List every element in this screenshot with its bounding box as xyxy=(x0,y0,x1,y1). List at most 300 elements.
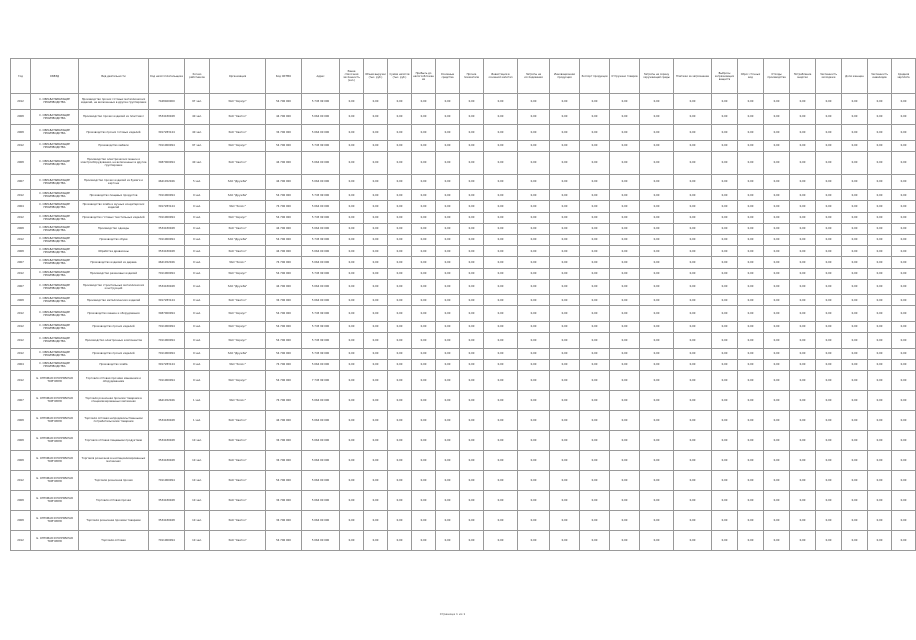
column-header: Доля женщин xyxy=(842,59,868,94)
table-cell: 0,00 xyxy=(412,359,436,370)
table-cell: 54 706 000 xyxy=(266,306,302,322)
table-cell: 44 706 000 xyxy=(266,223,302,234)
table-cell: 0,00 xyxy=(764,279,790,295)
table-cell: 0,00 xyxy=(712,410,738,430)
table-cell: 0,00 xyxy=(640,109,674,125)
table-cell: 0,00 xyxy=(436,140,460,151)
table-cell: 0,00 xyxy=(436,359,460,370)
table-cell: 0,00 xyxy=(388,279,412,295)
table-cell: 0,00 xyxy=(816,490,842,510)
table-cell: 5 745 99 000 xyxy=(302,190,340,201)
table-cell: Производство пищевых продуктов xyxy=(79,190,149,201)
table-cell: 0,00 xyxy=(640,470,674,490)
table-cell: Производство машин и оборудования xyxy=(79,306,149,322)
table-cell: 0,00 xyxy=(484,125,518,141)
table-cell: 0,00 xyxy=(550,125,580,141)
table-cell: Торговля оптовая прочими машинами и оборудованием xyxy=(79,370,149,390)
table-cell: 7011900094 xyxy=(149,470,185,490)
table-cell: 2012 xyxy=(11,140,31,151)
table-cell: 5 064 00 000 xyxy=(302,530,340,550)
table-cell: 2007 xyxy=(11,174,31,190)
table-cell: 0,00 xyxy=(712,333,738,349)
table-cell: 0,00 xyxy=(364,234,388,245)
table-cell: 9 чел. xyxy=(185,348,210,359)
table-cell: 0,00 xyxy=(484,306,518,322)
table-cell: 0,00 xyxy=(412,94,436,110)
table-cell: 0,00 xyxy=(518,430,550,450)
table-cell: 0,00 xyxy=(436,470,460,490)
table-cell: 3534430048 xyxy=(149,450,185,470)
table-cell: 0,00 xyxy=(412,321,436,332)
table-cell: 0,00 xyxy=(436,257,460,268)
table-cell: 0,00 xyxy=(712,530,738,550)
table-cell: 10 чел. xyxy=(185,490,210,510)
table-cell: 0,00 xyxy=(610,268,640,279)
table-cell: 54 706 000 xyxy=(266,530,302,550)
table-cell: 0,00 xyxy=(460,125,484,141)
table-cell: 0,00 xyxy=(610,370,640,390)
table-cell: 9 чел. xyxy=(185,190,210,201)
table-cell: 0,00 xyxy=(388,140,412,151)
table-cell: 0,00 xyxy=(640,390,674,410)
table-cell: 0,00 xyxy=(868,140,892,151)
table-cell: 2008 xyxy=(11,109,31,125)
table-row xyxy=(11,470,916,490)
table-cell: 0,00 xyxy=(790,125,816,141)
table-cell: 0,00 xyxy=(340,109,364,125)
table-cell: 0,00 xyxy=(816,470,842,490)
table-cell: 0,00 xyxy=(388,333,412,349)
table-cell: 0,00 xyxy=(436,370,460,390)
table-cell: 0,00 xyxy=(842,190,868,201)
table-cell: 34 706 000 xyxy=(266,510,302,530)
table-cell: 5 064 00 000 xyxy=(302,450,340,470)
table-cell: 0,00 xyxy=(436,348,460,359)
table-cell: 0,00 xyxy=(892,257,916,268)
table-cell: 0,00 xyxy=(550,109,580,125)
table-cell: 0,00 xyxy=(580,510,610,530)
table-cell: С. ОБРАБАТЫВАЮЩИЕ ПРОИЗВОДСТВА xyxy=(31,268,79,279)
table-cell: 3534430048 xyxy=(149,223,185,234)
table-cell: 0,00 xyxy=(388,151,412,174)
table-cell: 0,00 xyxy=(868,279,892,295)
table-cell: 0,00 xyxy=(712,430,738,450)
table-cell: Торговля оптовая пищевыми продуктами xyxy=(79,430,149,450)
table-cell: Торговля розничная прочая xyxy=(79,470,149,490)
table-cell: 0,00 xyxy=(816,257,842,268)
table-cell: 0,00 xyxy=(610,359,640,370)
table-cell: 9 чел. xyxy=(185,359,210,370)
table-cell: 0,00 xyxy=(580,140,610,151)
table-cell: 0,00 xyxy=(364,125,388,141)
table-cell: 0,00 xyxy=(550,190,580,201)
table-cell: 0,00 xyxy=(412,470,436,490)
table-cell: 0,00 xyxy=(550,430,580,450)
table-cell: 0,00 xyxy=(484,201,518,212)
table-cell: 0,00 xyxy=(388,212,412,223)
table-cell: 0,00 xyxy=(868,510,892,530)
table-cell: 0,00 xyxy=(436,510,460,530)
table-cell: 0,00 xyxy=(580,190,610,201)
table-cell: 0,00 xyxy=(674,530,712,550)
table-cell: 4641452046 xyxy=(149,174,185,190)
table-cell: 0,00 xyxy=(460,490,484,510)
table-cell: 54 706 000 xyxy=(266,470,302,490)
table-cell: 0,00 xyxy=(892,151,916,174)
table-cell: 0,00 xyxy=(340,223,364,234)
table-cell: 54 706 000 xyxy=(266,140,302,151)
table-cell: 0,00 xyxy=(790,190,816,201)
table-cell: 0,00 xyxy=(816,140,842,151)
table-cell: 0,00 xyxy=(388,359,412,370)
table-cell: 0,00 xyxy=(892,295,916,306)
table-cell: 3534430048 xyxy=(149,410,185,430)
column-header: Кол-во работников xyxy=(185,59,210,94)
table-cell: 0,00 xyxy=(738,370,764,390)
table-cell: 0,00 xyxy=(790,151,816,174)
table-cell: 0,00 xyxy=(842,348,868,359)
table-cell: 0,00 xyxy=(610,125,640,141)
table-cell: 0,00 xyxy=(738,246,764,257)
table-cell: 0,00 xyxy=(436,223,460,234)
table-cell: 0,00 xyxy=(738,450,764,470)
table-cell: 0,00 xyxy=(868,94,892,110)
table-cell: 0,00 xyxy=(340,359,364,370)
table-cell: 0,00 xyxy=(610,212,640,223)
table-cell: 0,00 xyxy=(436,201,460,212)
table-cell: 0,00 xyxy=(412,333,436,349)
table-cell: 0,00 xyxy=(674,295,712,306)
table-cell: 0,00 xyxy=(764,246,790,257)
table-cell: 0,00 xyxy=(484,268,518,279)
table-cell: 54 706 000 xyxy=(266,268,302,279)
table-cell: 0,00 xyxy=(518,295,550,306)
table-cell: 5 064 00 000 xyxy=(302,279,340,295)
table-cell: 0,00 xyxy=(738,470,764,490)
table-cell: 0,00 xyxy=(842,470,868,490)
table-row xyxy=(11,370,916,390)
table-cell: 0,00 xyxy=(436,295,460,306)
table-cell: 0,00 xyxy=(388,390,412,410)
table-cell: Производство прочих готовых металлических изделий, не включенных в другие группировки xyxy=(79,94,149,110)
table-cell: 0,00 xyxy=(674,359,712,370)
table-cell: 0,00 xyxy=(892,223,916,234)
table-cell: 0,00 xyxy=(816,333,842,349)
table-cell: 0,00 xyxy=(460,306,484,322)
table-cell: 7011900094 xyxy=(149,530,185,550)
table-cell: 0,00 xyxy=(610,223,640,234)
table-cell: 9 чел. xyxy=(185,333,210,349)
table-cell: 0,00 xyxy=(640,212,674,223)
table-cell: 0,00 xyxy=(892,109,916,125)
table-cell: Производство хлеба xyxy=(79,359,149,370)
table-cell: 0,00 xyxy=(892,530,916,550)
table-cell: 54 706 000 xyxy=(266,212,302,223)
column-header: Экспорт продукции xyxy=(580,59,610,94)
table-cell: 0,00 xyxy=(412,201,436,212)
report-sheet xyxy=(10,58,910,551)
table-cell: 2008 xyxy=(11,295,31,306)
table-cell: 0,00 xyxy=(892,450,916,470)
table-cell: 0,00 xyxy=(364,450,388,470)
table-cell: 0,00 xyxy=(892,190,916,201)
table-cell: 0,00 xyxy=(460,151,484,174)
column-header: Отгружено товаров xyxy=(610,59,640,94)
table-cell: 0,00 xyxy=(340,470,364,490)
table-cell: 0,00 xyxy=(640,190,674,201)
table-cell: 0,00 xyxy=(764,109,790,125)
table-cell: 0,00 xyxy=(674,151,712,174)
table-cell: 0,00 xyxy=(364,295,388,306)
table-cell: 9 чел. xyxy=(185,279,210,295)
table-cell: 0,00 xyxy=(518,279,550,295)
table-cell: 0,00 xyxy=(460,295,484,306)
table-cell: С. ОБРАБАТЫВАЮЩИЕ ПРОИЗВОДСТВА xyxy=(31,125,79,141)
table-cell: 0,00 xyxy=(868,257,892,268)
header-row xyxy=(11,59,916,94)
table-cell: 0,00 xyxy=(712,94,738,110)
table-cell: 0,00 xyxy=(550,530,580,550)
table-cell: 9 чел. xyxy=(185,201,210,212)
table-cell: 0,00 xyxy=(640,450,674,470)
table-cell: 0,00 xyxy=(868,370,892,390)
table-cell: 3487000094 xyxy=(149,151,185,174)
table-cell: 0,00 xyxy=(364,321,388,332)
table-cell: 0,00 xyxy=(436,246,460,257)
table-cell: 0,00 xyxy=(640,151,674,174)
table-cell: 0,00 xyxy=(550,201,580,212)
table-cell: 0,00 xyxy=(764,430,790,450)
table-cell: 0,00 xyxy=(364,359,388,370)
table-cell: 54 706 000 xyxy=(266,234,302,245)
table-cell: 0,00 xyxy=(738,212,764,223)
table-cell: 0,00 xyxy=(412,246,436,257)
table-cell: 0,00 xyxy=(610,410,640,430)
table-row xyxy=(11,490,916,510)
table-cell: 5 745 99 000 xyxy=(302,140,340,151)
table-cell: 0,00 xyxy=(518,321,550,332)
table-cell: 0,00 xyxy=(790,490,816,510)
table-cell: 0,00 xyxy=(388,348,412,359)
table-row xyxy=(11,333,916,349)
table-cell: 0,00 xyxy=(712,257,738,268)
table-cell: 34 706 000 xyxy=(266,490,302,510)
table-cell: 0,00 xyxy=(610,151,640,174)
table-cell: 0,00 xyxy=(484,390,518,410)
table-cell: 0,00 xyxy=(816,201,842,212)
table-cell: Производство изделий из дерева xyxy=(79,257,149,268)
table-cell: 0,00 xyxy=(816,125,842,141)
table-cell: 0,00 xyxy=(790,370,816,390)
table-cell: 0,00 xyxy=(816,530,842,550)
table-cell: 0,00 xyxy=(436,450,460,470)
table-cell: 0,00 xyxy=(738,94,764,110)
table-cell: 34 706 000 xyxy=(266,295,302,306)
table-cell: 0,00 xyxy=(892,410,916,430)
table-cell: 0,00 xyxy=(436,333,460,349)
table-cell: Торговля розничная прочими товарами xyxy=(79,510,149,530)
table-cell: G. ОПТОВАЯ И РОЗНИЧНАЯ ТОРГОВЛЯ xyxy=(31,470,79,490)
table-cell: 0,00 xyxy=(640,94,674,110)
table-cell: 5 064 00 000 xyxy=(302,430,340,450)
column-header: Год xyxy=(11,59,31,94)
table-cell: 0,00 xyxy=(580,212,610,223)
table-cell: 0,00 xyxy=(712,212,738,223)
table-cell: 0,00 xyxy=(868,174,892,190)
table-cell: 0,00 xyxy=(816,510,842,530)
table-cell: 0,00 xyxy=(340,306,364,322)
table-cell: 0,00 xyxy=(842,359,868,370)
table-cell: ЗАО "Светоч" xyxy=(210,510,266,530)
column-header: Код налогоплательщика xyxy=(149,59,185,94)
table-cell: 0,00 xyxy=(460,510,484,530)
table-cell: 0,00 xyxy=(816,348,842,359)
table-cell: 5 064 00 000 xyxy=(302,410,340,430)
table-cell: 0,00 xyxy=(892,490,916,510)
table-cell: С. ОБРАБАТЫВАЮЩИЕ ПРОИЗВОДСТВА xyxy=(31,279,79,295)
table-cell: 0,00 xyxy=(674,94,712,110)
table-cell: 0,00 xyxy=(892,234,916,245)
table-cell: 0,00 xyxy=(550,359,580,370)
table-cell: 0,00 xyxy=(868,125,892,141)
table-cell: 0,00 xyxy=(340,151,364,174)
table-cell: ЗАО "Сириус" xyxy=(210,212,266,223)
table-cell: 0,00 xyxy=(436,94,460,110)
table-cell: 0,00 xyxy=(610,390,640,410)
table-cell: 0,00 xyxy=(712,201,738,212)
table-cell: 0,00 xyxy=(610,190,640,201)
table-cell: 5 064 00 000 xyxy=(302,151,340,174)
table-cell: 0,00 xyxy=(610,450,640,470)
table-cell: 0,00 xyxy=(738,234,764,245)
table-row xyxy=(11,212,916,223)
table-cell: 0,00 xyxy=(892,201,916,212)
table-cell: 0,00 xyxy=(842,223,868,234)
table-cell: 0,00 xyxy=(340,246,364,257)
table-cell: 2008 xyxy=(11,125,31,141)
table-row xyxy=(11,109,916,125)
table-cell: 0,00 xyxy=(892,125,916,141)
table-cell: С. ОБРАБАТЫВАЮЩИЕ ПРОИЗВОДСТВА xyxy=(31,151,79,174)
table-cell: 0,00 xyxy=(816,223,842,234)
table-cell: 0,00 xyxy=(816,370,842,390)
table-cell: 0,00 xyxy=(484,109,518,125)
table-cell: 7011900094 xyxy=(149,268,185,279)
column-header: Численность инвалидов xyxy=(868,59,892,94)
table-cell: 0,00 xyxy=(610,530,640,550)
table-cell: 0,00 xyxy=(550,212,580,223)
table-cell: 0,00 xyxy=(580,151,610,174)
table-cell: 9 чел. xyxy=(185,212,210,223)
table-cell: 0,00 xyxy=(580,321,610,332)
table-cell: 0,00 xyxy=(340,212,364,223)
table-cell: 0,00 xyxy=(518,333,550,349)
table-cell: ЗАО "Колос" xyxy=(210,390,266,410)
table-cell: 54 706 000 xyxy=(266,321,302,332)
table-cell: 0,00 xyxy=(868,348,892,359)
table-cell: 0,00 xyxy=(580,125,610,141)
table-cell: 0,00 xyxy=(790,321,816,332)
table-cell: 0,00 xyxy=(518,348,550,359)
table-cell: 0,00 xyxy=(412,257,436,268)
table-cell: 0,00 xyxy=(388,109,412,125)
table-cell: 0,00 xyxy=(764,306,790,322)
table-cell: 0,00 xyxy=(340,530,364,550)
table-cell: 0,00 xyxy=(712,490,738,510)
table-cell: 0,00 xyxy=(764,490,790,510)
table-cell: G. ОПТОВАЯ И РОЗНИЧНАЯ ТОРГОВЛЯ xyxy=(31,370,79,390)
table-cell: 0,00 xyxy=(518,268,550,279)
table-cell: 0,00 xyxy=(460,234,484,245)
table-cell: ЗАО "Дружба" xyxy=(210,190,266,201)
table-cell: 0,00 xyxy=(436,151,460,174)
table-cell: G. ОПТОВАЯ И РОЗНИЧНАЯ ТОРГОВЛЯ xyxy=(31,450,79,470)
table-cell: 9 чел. xyxy=(185,321,210,332)
column-header: Отходы производства xyxy=(764,59,790,94)
table-cell: 0,00 xyxy=(674,390,712,410)
table-cell: 0,00 xyxy=(436,234,460,245)
table-cell: 0,00 xyxy=(842,257,868,268)
table-cell: 5 745 99 000 xyxy=(302,234,340,245)
table-cell: 0,00 xyxy=(580,268,610,279)
table-cell: 0,00 xyxy=(364,530,388,550)
table-cell: 0,00 xyxy=(580,279,610,295)
table-cell: 0,00 xyxy=(892,348,916,359)
table-cell: 3534430048 xyxy=(149,430,185,450)
table-row xyxy=(11,223,916,234)
table-cell: 5 064 00 000 xyxy=(302,257,340,268)
table-cell: 0,00 xyxy=(460,140,484,151)
table-cell: 54 706 000 xyxy=(266,348,302,359)
table-cell: 0,00 xyxy=(790,348,816,359)
table-cell: 0,00 xyxy=(712,321,738,332)
table-cell: 2007 xyxy=(11,390,31,410)
table-cell: 3917283144 xyxy=(149,201,185,212)
table-cell: 0,00 xyxy=(580,109,610,125)
table-cell: 0,00 xyxy=(436,268,460,279)
table-cell: 0,00 xyxy=(460,246,484,257)
table-cell: 0,00 xyxy=(340,174,364,190)
table-row xyxy=(11,234,916,245)
table-cell: 0,00 xyxy=(364,109,388,125)
table-cell: ЗАО "Светоч" xyxy=(210,109,266,125)
table-cell: 0,00 xyxy=(674,190,712,201)
table-cell: 0,00 xyxy=(640,140,674,151)
table-cell: 9 чел. xyxy=(185,257,210,268)
table-cell: 0,00 xyxy=(640,410,674,430)
table-cell: 0,00 xyxy=(790,201,816,212)
table-cell: 0,00 xyxy=(610,295,640,306)
table-cell: 0,00 xyxy=(790,390,816,410)
table-cell: ЗАО "Светоч" xyxy=(210,430,266,450)
table-cell: 0,00 xyxy=(640,306,674,322)
table-cell: 0,00 xyxy=(674,223,712,234)
table-cell: 0,00 xyxy=(518,470,550,490)
table-cell: ЗАО "Сириус" xyxy=(210,333,266,349)
table-cell: 0,00 xyxy=(518,125,550,141)
table-cell: 0,00 xyxy=(816,450,842,470)
table-cell: 0,00 xyxy=(868,151,892,174)
table-cell: 0,00 xyxy=(580,370,610,390)
table-cell: 0,00 xyxy=(674,370,712,390)
table-cell: 0,00 xyxy=(340,234,364,245)
table-cell: 5 064 00 000 xyxy=(302,125,340,141)
table-cell: 2008 xyxy=(11,510,31,530)
table-cell: 0,00 xyxy=(674,306,712,322)
table-cell: 5 064 00 000 xyxy=(302,109,340,125)
table-cell: 0,00 xyxy=(738,125,764,141)
table-cell: 0,00 xyxy=(712,125,738,141)
